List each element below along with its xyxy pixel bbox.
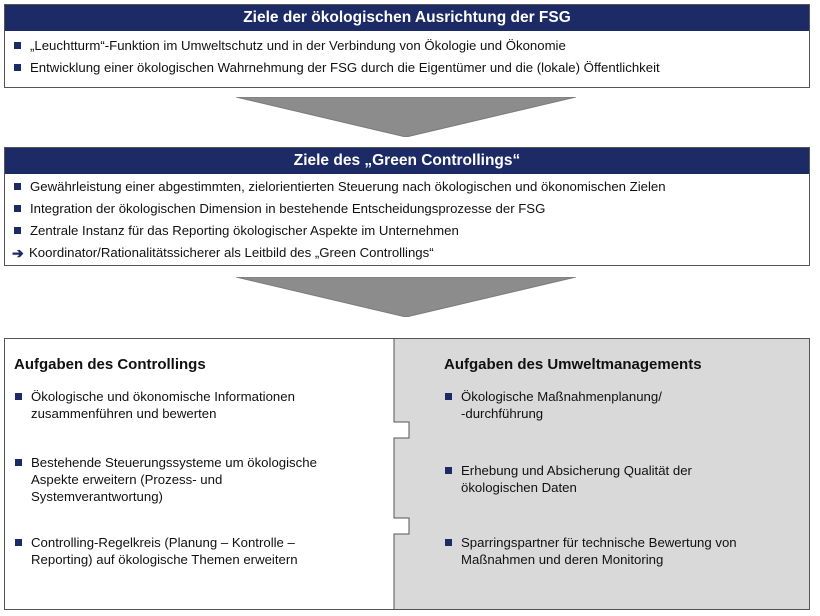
square-bullet-icon — [14, 42, 21, 49]
tasks-box — [4, 338, 810, 610]
environmental-task-item — [444, 462, 692, 496]
ecological-goal-text: Entwicklung einer ökologischen Wahrnehmung der FSG durch die Eigentümer und die (lokale) Öffentlichkeit — [30, 60, 660, 75]
ecological-goals-title: Ziele der ökologischen Ausrichtung der FSG — [5, 5, 809, 31]
green-controlling-goal-item — [13, 220, 801, 242]
controlling-task-line: Controlling-Regelkreis (Planung – Kontrolle – — [31, 535, 295, 550]
square-bullet-icon — [445, 539, 452, 546]
square-bullet-icon — [14, 64, 21, 71]
controlling-task-line: zusammenführen und bewerten — [31, 406, 217, 421]
down-arrow-icon — [236, 97, 576, 137]
ecological-goal-item — [13, 57, 801, 79]
controlling-task-item — [14, 388, 295, 422]
ecological-goal-text: „Leuchtturm“-Funktion im Umweltschutz und in der Verbindung von Ökologie und Ökonomie — [30, 38, 566, 53]
green-controlling-goal-text: Gewährleistung einer abgestimmten, zielorientierten Steuerung nach ökologischen und ökonomischen Zielen — [30, 179, 666, 194]
controlling-task-line: Systemverantwortung) — [31, 489, 163, 504]
environmental-tasks-title: Aufgaben des Umweltmanagements — [444, 356, 702, 373]
controlling-task-item — [14, 534, 298, 568]
right-arrow-icon: ➔ — [12, 245, 24, 261]
ecological-goal-item — [13, 35, 801, 57]
ecological-goals-box — [4, 4, 810, 88]
square-bullet-icon — [14, 205, 21, 212]
square-bullet-icon — [445, 393, 452, 400]
square-bullet-icon — [14, 227, 21, 234]
square-bullet-icon — [14, 183, 21, 190]
environmental-task-item — [444, 534, 737, 568]
environmental-task-line: Maßnahmen und deren Monitoring — [461, 552, 664, 567]
green-controlling-goal-text: Integration der ökologischen Dimension in bestehende Entscheidungsprozesse der FSG — [30, 201, 546, 216]
green-controlling-goals-box — [4, 147, 810, 266]
environmental-task-line: Ökologische Maßnahmenplanung/ — [461, 389, 662, 404]
green-controlling-conclusion — [13, 242, 801, 264]
environmental-task-line: Sparringspartner für technische Bewertung von — [461, 535, 737, 550]
square-bullet-icon — [15, 539, 22, 546]
controlling-task-line: Aspekte erweitern (Prozess- und — [31, 472, 223, 487]
controlling-task-line: Ökologische und ökonomische Informationen — [31, 389, 295, 404]
square-bullet-icon — [15, 393, 22, 400]
green-controlling-goal-item — [13, 198, 801, 220]
green-controlling-goal-text: Zentrale Instanz für das Reporting ökologischer Aspekte im Unternehmen — [30, 223, 459, 238]
controlling-task-line: Bestehende Steuerungssysteme um ökologische — [31, 455, 317, 470]
green-controlling-goal-item — [13, 176, 801, 198]
down-arrow-icon — [236, 277, 576, 317]
square-bullet-icon — [15, 459, 22, 466]
controlling-task-line: Reporting) auf ökologische Themen erweitern — [31, 552, 298, 567]
controlling-tasks-title: Aufgaben des Controllings — [14, 356, 206, 373]
environmental-task-line: -durchführung — [461, 406, 544, 421]
environmental-task-line: ökologischen Daten — [461, 480, 577, 495]
green-controlling-goals-title: Ziele des „Green Controllings“ — [5, 148, 809, 174]
controlling-task-item — [14, 454, 317, 505]
environmental-task-item — [444, 388, 662, 422]
square-bullet-icon — [445, 467, 452, 474]
environmental-task-line: Erhebung und Absicherung Qualität der — [461, 463, 692, 478]
green-controlling-conclusion-text: Koordinator/Rationalitätssicherer als Leitbild des „Green Controllings“ — [29, 245, 434, 260]
